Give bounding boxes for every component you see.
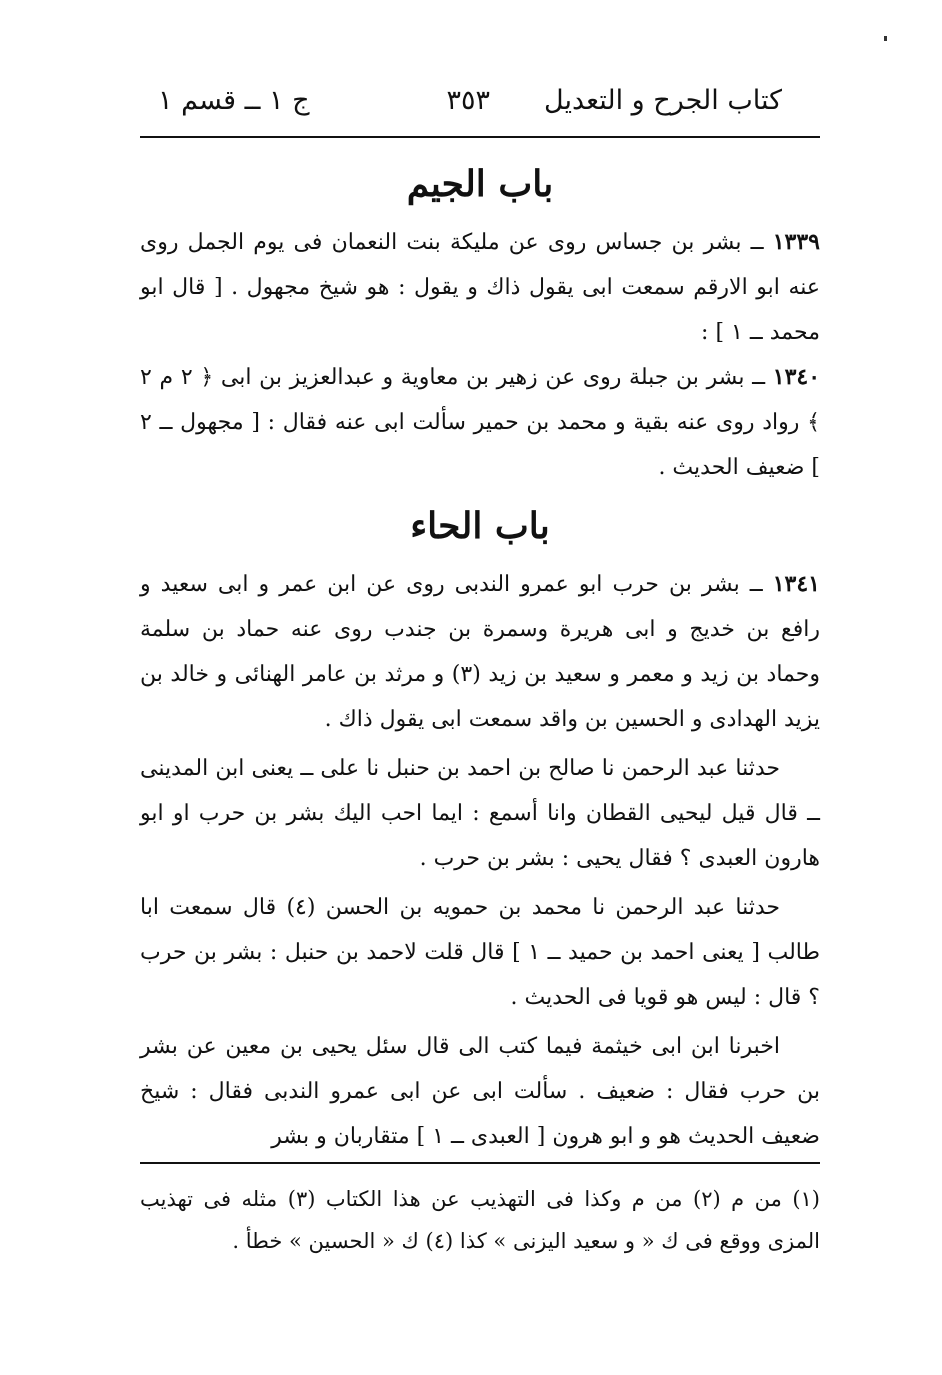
- scan-speck: [884, 36, 887, 41]
- entry-number: ١٣٤١: [772, 571, 820, 597]
- narration-paragraph: حدثنا عبد الرحمن نا صالح بن احمد بن حنبل نا على ــ يعنى ابن المدينى ــ قال قيل ليحيى القطان وانا أسمع : ايما احب اليك بشر بن حرب او ابو هارون العبدى ؟ فقال يحيى : بشر بن حرب .: [140, 756, 820, 871]
- main-text: [140, 148, 820, 1159]
- book-title: كتاب الجرح و التعديل: [544, 85, 782, 116]
- volume-part: ج ١ ــ قسم ١: [158, 85, 310, 116]
- entry-number: ١٣٤٠: [772, 364, 821, 390]
- footnote-rule: [140, 1162, 820, 1164]
- narration-paragraph: حدثنا عبد الرحمن نا محمد بن حمويه بن الحسن (٤) قال سمعت ابا طالب [ يعنى احمد بن حميد ــ ١ ] قال قلت لاحمد بن حنبل : بشر بن حرب ؟ قال : ليس هو قويا فى الحديث .: [140, 895, 821, 1010]
- entry-1341: [140, 562, 820, 742]
- running-header: [150, 78, 790, 124]
- section-title-jim: باب الجيم: [406, 163, 554, 205]
- entry-1340: [140, 355, 820, 490]
- page-number: ٣٥٣: [446, 85, 490, 116]
- section-title-ha: باب الحاء: [410, 505, 550, 547]
- narration-paragraph: اخبرنا ابن ابى خيثمة فيما كتب الى قال سئل يحيى بن معين عن بشر بن حرب فقال : ضعيف . سألت ابى عن ابى عمرو الندبى فقال : شيخ ضعيف الحديث هو و ابو هرون [ العبدى ــ ١ ] متقاربان و بشر: [140, 1034, 820, 1149]
- entry-text: ــ بشر بن جبلة روى عن زهير بن معاوية و عبدالعزيز بن ابى ﴿ ٢ م ٢ ﴾ رواد روى عنه بقية و محمد بن حمير سألت ابى عنه فقال : [ مجهول ــ ٢ ] ضعيف الحديث .: [140, 365, 820, 480]
- footnotes: (١) من م (٢) من م وكذا فى التهذيب عن هذا الكتاب (٣) مثله فى تهذيب المزى ووقع فى ك « و سعيد اليزنى » كذا (٤) ك « الحسين » خطأ .: [140, 1187, 820, 1253]
- header-rule: [140, 136, 820, 138]
- entry-text: ــ بشر بن جساس روى عن مليكة بنت النعمان فى يوم الجمل روى عنه ابو الارقم سمعت ابى يقول ذاك و يقول : هو شيخ مجهول . [ قال ابو محمد ــ ١ ] :: [140, 230, 820, 345]
- entry-number: ١٣٣٩: [772, 229, 820, 255]
- entry-text: ــ بشر بن حرب ابو عمرو الندبى روى عن ابن عمر و ابى سعيد و رافع بن خديج و ابى هريرة وسمرة بن جندب روى عنه حماد بن سلمة وحماد بن زيد و معمر و سعيد بن زيد (٣) و مرثد بن عامر الهنائى و خالد بن يزيد الهدادى و الحسين بن واقد سمعت ابى يقول ذاك .: [140, 572, 820, 732]
- entry-1339: [140, 220, 820, 355]
